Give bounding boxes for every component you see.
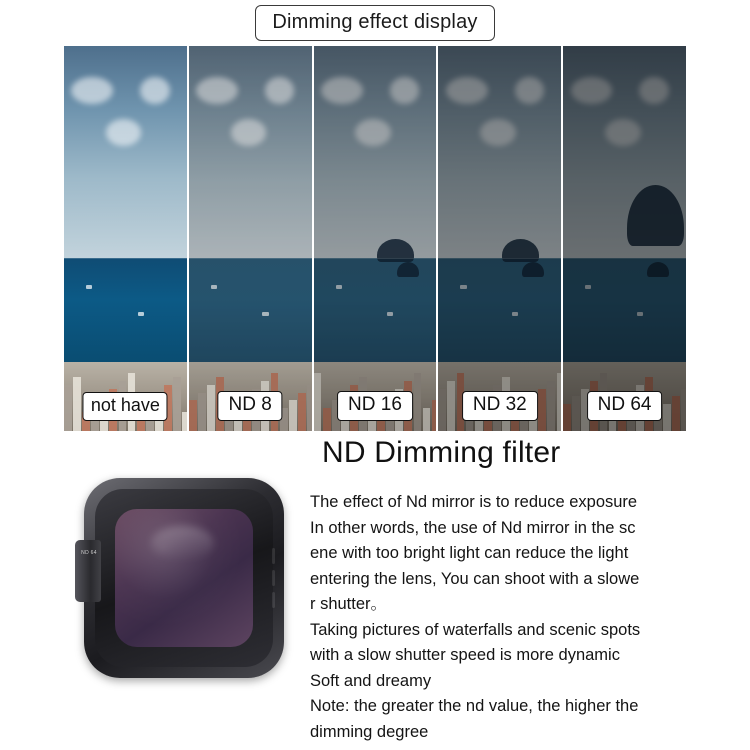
nd-value-label: ND 8: [218, 391, 283, 421]
nd-value-label: ND 32: [462, 391, 538, 421]
filter-frame-inner: [95, 489, 273, 667]
nd-darkening-overlay: [189, 46, 312, 431]
filter-grip-ridge: [272, 592, 275, 608]
description-line: Taking pictures of waterfalls and scenic spots: [310, 620, 641, 639]
product-title: ND Dimming filter: [322, 436, 561, 469]
seascape-photo: [438, 46, 561, 431]
filter-frame-outer: [84, 478, 284, 678]
header-title-badge: Dimming effect display: [255, 5, 494, 41]
filter-grip-ridge: [272, 570, 275, 586]
description-line: Soft and dreamy: [310, 671, 432, 690]
description-line: The effect of Nd mirror is to reduce exposure: [310, 493, 638, 511]
nd-value-label: ND 64: [587, 391, 663, 421]
header: [0, 0, 750, 46]
description-line: dimming degree: [310, 722, 429, 741]
nd-sample-panel: [189, 46, 312, 431]
description-line: ene with too bright light can reduce the light: [310, 544, 629, 562]
glass-highlight: [151, 526, 214, 562]
nd-sample-panel: [314, 46, 437, 431]
description-line: entering the lens, You can shoot with a slowe: [310, 569, 640, 588]
nd-sample-panel: [563, 46, 686, 431]
nd-comparison-strip: [64, 46, 686, 431]
nd-darkening-overlay: [438, 46, 561, 431]
nd-value-label: ND 16: [337, 391, 413, 421]
description-line: In other words, the use of Nd mirror in the sc: [310, 518, 636, 537]
nd-sample-panel: [438, 46, 561, 431]
nd-value-label: not have: [83, 392, 168, 421]
seascape-photo: [64, 46, 187, 431]
description-line: with a slow shutter speed is more dynamic: [310, 646, 620, 664]
seascape-photo: [314, 46, 437, 431]
seascape-photo: [189, 46, 312, 431]
description-line: Note: the greater the nd value, the higher the: [310, 697, 639, 715]
filter-grip-ridge: [272, 548, 275, 564]
filter-tab-label: ND 64: [81, 550, 97, 556]
description-line: r shutter。: [310, 595, 388, 613]
nd-darkening-overlay: [563, 46, 686, 431]
nd-filter-product-image: [81, 478, 284, 678]
filter-glass: [115, 509, 253, 647]
nd-darkening-overlay: [314, 46, 437, 431]
nd-sample-panel: [64, 46, 187, 431]
product-description: [310, 490, 682, 745]
seascape-photo: [563, 46, 686, 431]
